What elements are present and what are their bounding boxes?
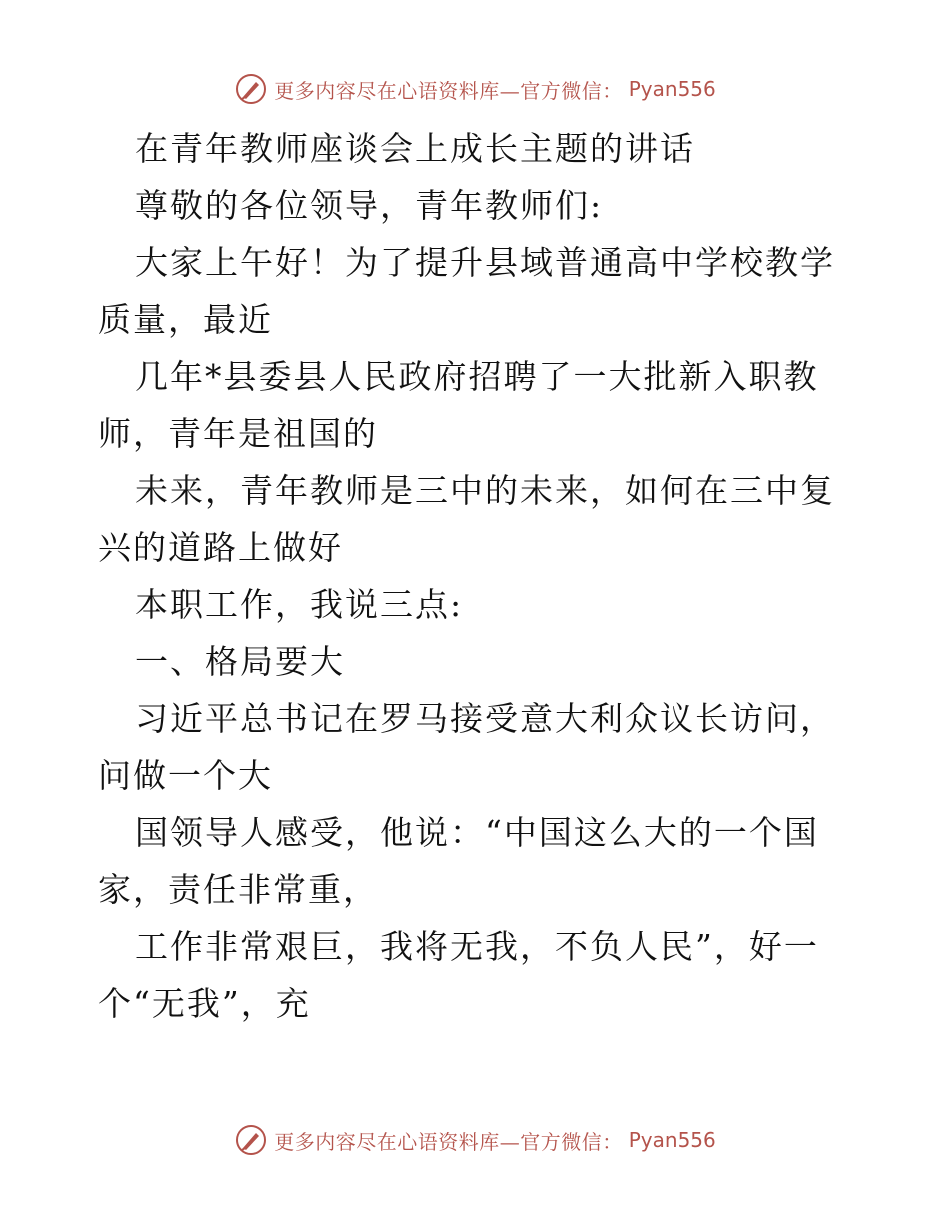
footer-banner-text: 更多内容尽在心语资料库—官方微信： [274, 1129, 623, 1154]
body-line: 未来，青年教师是三中的未来，如何在三中复兴的道路上做好 [98, 471, 835, 567]
body-line: 几年*县委县人民政府招聘了一大批新入职教师，青年是祖国的 [98, 357, 819, 453]
footer-banner-wechat-id: Pyan556 [628, 1128, 716, 1152]
document-body [98, 120, 858, 1032]
salutation: 尊敬的各位领导，青年教师们: [135, 186, 604, 225]
footer-watermark-banner [0, 1123, 950, 1157]
body-line: 习近平总书记在罗马接受意大利众议长访问，问做一个大 [98, 699, 835, 795]
body-line: 工作非常艰巨，我将无我，不负人民”，好一个“无我”，充 [98, 927, 819, 1023]
header-banner-text: 更多内容尽在心语资料库—官方微信： [274, 78, 623, 103]
body-line: 本职工作，我说三点: [135, 585, 464, 624]
body-line: 大家上午好！为了提升县域普通高中学校教学质量，最近 [98, 243, 835, 339]
section-heading: 一、格局要大 [135, 642, 345, 681]
pen-logo-icon [234, 1123, 268, 1157]
header-watermark-banner [0, 72, 950, 106]
document-title: 在青年教师座谈会上成长主题的讲话 [135, 129, 695, 168]
pen-logo-icon [234, 72, 268, 106]
body-line: 国领导人感受，他说：“中国这么大的一个国家，责任非常重， [98, 813, 819, 909]
header-banner-wechat-id: Pyan556 [628, 77, 716, 101]
